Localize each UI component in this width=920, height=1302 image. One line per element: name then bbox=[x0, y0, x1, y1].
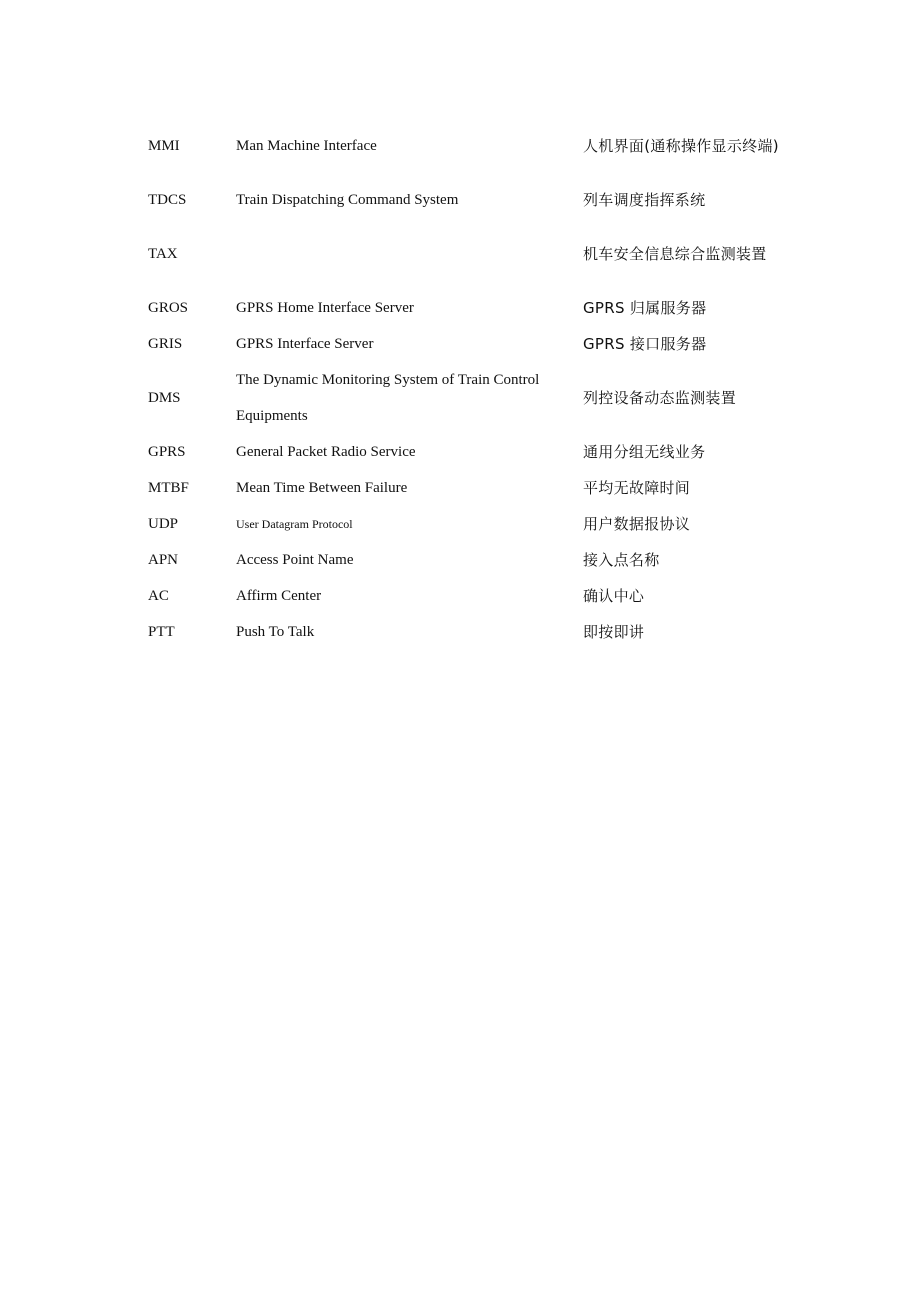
table-row bbox=[145, 218, 785, 290]
chinese-name-cell: 列控设备动态监测装置 bbox=[583, 389, 737, 407]
table-row bbox=[145, 470, 785, 506]
chinese-name-cell: 机车安全信息综合监测装置 bbox=[583, 245, 767, 263]
chinese-name-cell: GPRS 接口服务器 bbox=[583, 335, 707, 353]
abbreviation-cell: MTBF bbox=[148, 480, 189, 496]
abbreviation-cell: GRIS bbox=[148, 336, 183, 352]
abbreviation-cell: AC bbox=[148, 588, 169, 604]
full-name-cell: User Datagram Protocol bbox=[236, 517, 353, 531]
full-name-cell: GPRS Interface Server bbox=[236, 336, 374, 352]
abbreviation-cell: GPRS bbox=[148, 444, 186, 460]
full-name-cell bbox=[233, 218, 580, 290]
table-row bbox=[145, 542, 785, 578]
abbreviation-cell: TAX bbox=[148, 246, 178, 262]
table-row bbox=[145, 578, 785, 614]
table-row bbox=[145, 506, 785, 542]
table-row bbox=[145, 290, 785, 326]
full-name-cell: Mean Time Between Failure bbox=[236, 480, 408, 496]
abbreviation-table bbox=[145, 110, 785, 650]
abbreviation-cell: TDCS bbox=[148, 192, 187, 208]
full-name-cell: Push To Talk bbox=[236, 624, 315, 640]
abbreviation-cell: UDP bbox=[148, 516, 179, 532]
table-row bbox=[145, 110, 785, 182]
chinese-name-cell: 用户数据报协议 bbox=[583, 515, 691, 533]
chinese-name-cell: 人机界面(通称操作显示终端) bbox=[583, 137, 779, 155]
table-row bbox=[145, 326, 785, 362]
abbreviation-cell: APN bbox=[148, 552, 179, 568]
chinese-name-cell: 确认中心 bbox=[583, 587, 645, 605]
full-name-cell: GPRS Home Interface Server bbox=[236, 300, 414, 316]
table-row bbox=[145, 182, 785, 218]
full-name-cell: Man Machine Interface bbox=[236, 138, 377, 154]
chinese-name-cell: 平均无故障时间 bbox=[583, 479, 691, 497]
abbreviation-cell: MMI bbox=[148, 138, 180, 154]
abbreviation-cell: PTT bbox=[148, 624, 175, 640]
chinese-name-cell: 通用分组无线业务 bbox=[583, 443, 706, 461]
full-name-cell: The Dynamic Monitoring System of Train Control Equipments bbox=[236, 372, 540, 424]
full-name-cell: Affirm Center bbox=[236, 588, 322, 604]
table-row bbox=[145, 614, 785, 650]
abbreviation-cell: DMS bbox=[148, 390, 181, 406]
full-name-cell: Train Dispatching Command System bbox=[236, 192, 459, 208]
table-row bbox=[145, 362, 785, 434]
chinese-name-cell: GPRS 归属服务器 bbox=[583, 299, 707, 317]
chinese-name-cell: 接入点名称 bbox=[583, 551, 660, 569]
abbreviation-cell: GROS bbox=[148, 300, 189, 316]
full-name-cell: Access Point Name bbox=[236, 552, 354, 568]
chinese-name-cell: 即按即讲 bbox=[583, 623, 645, 641]
table-row bbox=[145, 434, 785, 470]
full-name-cell: General Packet Radio Service bbox=[236, 444, 416, 460]
chinese-name-cell: 列车调度指挥系统 bbox=[583, 191, 706, 209]
